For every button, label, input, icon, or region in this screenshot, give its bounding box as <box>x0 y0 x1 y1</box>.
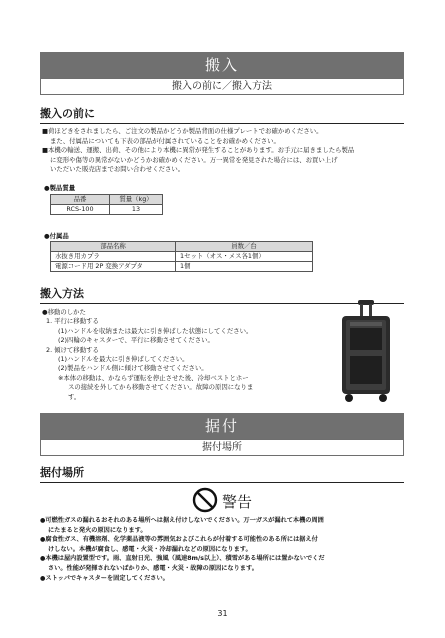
product-cart-illustration <box>336 298 396 404</box>
text-line: ●ストッパでキャスターを固定してください。 <box>40 574 169 582</box>
text-line: に変形や傷等の異常がないかどうかお確かめください。万一異常を発見された場合には、お買い上げ <box>50 155 338 164</box>
text-line: けしない。本機が腐食し、感電・火災・冷却漏れなどの原因になります。 <box>48 545 252 553</box>
table-cell: 1セット（オス・メス各1個） <box>176 252 313 262</box>
section-banner-hannyu: 搬入 <box>40 52 404 78</box>
column-header: 質量（kg） <box>110 195 163 205</box>
table-cell: 13 <box>110 205 163 215</box>
text-line: にたまると発火の原因になります。 <box>48 526 147 534</box>
table-cell: 電源コード用 2P 変換アダプタ <box>51 262 176 272</box>
table-product-mass <box>50 194 163 215</box>
warning-label: 警告 <box>222 493 253 511</box>
text-line: ■荷ほどきをされましたら、ご注文の製品かどうか製品背面の仕様プレートでお確かめください。 <box>42 127 323 135</box>
table-cell: 水抜き用カプラ <box>51 252 176 262</box>
column-header: 部品名称 <box>51 242 176 252</box>
column-header: 品番 <box>51 195 110 205</box>
column-header: 員数／台 <box>176 242 313 252</box>
text-line: ●本機は屋内設置型です。雨、直射日光、強風（風速8m/s以上）、積雪がある場所には置かないでくだ <box>40 555 325 563</box>
text-line: (1)ハンドルを最大に引き伸ばしてください。 <box>58 355 189 364</box>
section-banner-suetsuke: 据付 <box>40 413 404 439</box>
installation-notes <box>40 516 406 583</box>
text-line: す。 <box>68 392 81 401</box>
text-line: (2)製品をハンドル側に傾けて移動させてください。 <box>58 364 208 373</box>
table-row <box>51 262 313 272</box>
table-cell: RCS-100 <box>51 205 110 215</box>
text-line: ●可燃性ガスの漏れるおそれのある場所へは据え付けしないでください。万一ガスが漏れて本機の周囲 <box>40 517 324 524</box>
text-line: また、付属品についても下表の部品が付属されていることをお確かめください。 <box>50 136 280 145</box>
table-row <box>51 205 163 215</box>
heading-delivery-method: 搬入方法 <box>40 285 404 304</box>
label-accessories: ●付属品 <box>44 232 69 240</box>
text-line: 1. 平行に移動する <box>46 317 99 326</box>
delivery-method-text <box>42 308 253 402</box>
text-line: ■本機の輸送、運搬、出荷、その他により本機に異常が発生することがあります。お手元に届きましたら製品 <box>42 146 355 155</box>
text-line: スの接続を外してから移動させてください。故障の原因になりま <box>68 383 254 392</box>
heading-before-delivery: 搬入の前に <box>40 105 404 124</box>
text-line: ●移動のしかた <box>42 308 86 316</box>
text-line: さい。性能が発揮されないばかりか、感電・火災・故障の原因になります。 <box>48 564 258 572</box>
table-row <box>51 252 313 262</box>
text-line: いただいた販売店までお問い合わせください。 <box>50 165 185 174</box>
text-line: ●腐食性ガス、有機溶剤、化学薬品液等の雰囲気およびこれらが付着する可能性のある所には据え付 <box>40 536 318 544</box>
table-header-row <box>51 242 313 252</box>
table-accessories <box>50 241 313 272</box>
text-line: (1)ハンドルを収納または最大に引き伸ばした状態にしてください。 <box>58 326 253 335</box>
section-subtitle-hannyu: 搬入の前に／搬入方法 <box>40 78 404 95</box>
text-line: (2)四輪のキャスターで、平行に移動させてください。 <box>58 336 214 345</box>
text-line: ※本体の移動は、かならず運転を停止させた後、冷却ベストとホー <box>58 373 249 382</box>
table-cell: 1個 <box>176 262 313 272</box>
prohibition-icon <box>192 487 218 513</box>
page-number: 31 <box>217 609 228 618</box>
heading-installation-place: 据付場所 <box>40 464 404 483</box>
section-subtitle-suetsuke: 据付場所 <box>40 439 404 456</box>
before-delivery-text <box>42 127 402 175</box>
table-header-row <box>51 195 163 205</box>
text-line: 2. 傾けて移動する <box>46 345 99 354</box>
label-product-mass: ●製品質量 <box>44 184 76 192</box>
